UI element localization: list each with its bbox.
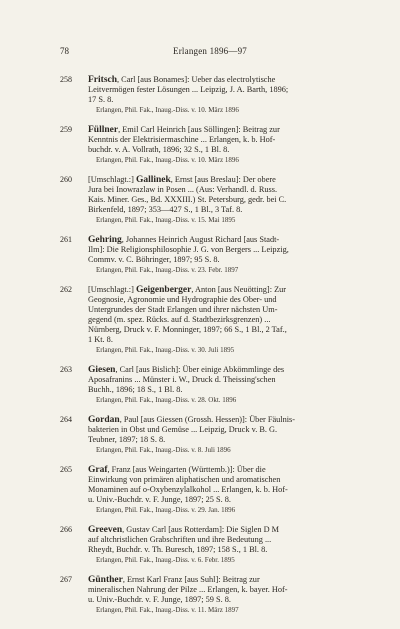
citation-line: 17 S. 8. xyxy=(88,95,114,104)
entry-number: 262 xyxy=(60,285,72,294)
citation-line: Kais. Miner. Ges., Bd. XXXIII.) St. Petersburg, gedr. bei C. xyxy=(88,195,287,204)
citation-line: Jura bei Inowrazlaw in Posen ... (Aus: Verhandl. d. Russ. xyxy=(88,185,278,194)
citation-line: Gehring, Johannes Heinrich August Richard [aus Stadt- xyxy=(88,235,280,245)
entry-number: 265 xyxy=(60,465,72,474)
dissertation-note: Erlangen, Phil. Fak., Inaug.-Diss. v. 28. Okt. 1896 xyxy=(96,396,237,404)
dissertation-note: Erlangen, Phil. Fak., Inaug.-Diss. v. 10. März 1896 xyxy=(96,156,239,164)
citation-line: Monaminen auf o-Oxybenzylalkohol ... Erlangen, k. b. Hof- xyxy=(88,485,288,494)
citation-line: Einwirkung von primären aliphatischen und aromatischen xyxy=(88,475,281,484)
bibliography-entry xyxy=(60,75,360,115)
citation-line: gegend (m. spez. Rücks. auf d. Stadtbezirksgrenzen) ... xyxy=(88,315,271,324)
citation-line: buchdr. v. A. Vollrath, 1896; 32 S., 1 Bl. 8. xyxy=(88,145,230,154)
citation-line: Rheydt, Buchdr. v. Th. Buresch, 1897; 158 S., 1 Bl. 8. xyxy=(88,545,268,554)
dissertation-note: Erlangen, Phil. Fak., Inaug.-Diss. v. 8. Juli 1896 xyxy=(96,446,231,454)
bibliography-list xyxy=(60,75,360,625)
citation-line: Birkenfeld, 1897; 353—427 S., 1 Bl., 3 Taf. 8. xyxy=(88,205,243,214)
dissertation-note: Erlangen, Phil. Fak., Inaug.-Diss. v. 10. März 1896 xyxy=(96,106,239,114)
entry-number: 263 xyxy=(60,365,72,374)
dissertation-note: Erlangen, Phil. Fak., Inaug.-Diss. v. 30. Juli 1895 xyxy=(96,346,235,354)
dissertation-note: Erlangen, Phil. Fak., Inaug.-Diss. v. 23. Febr. 1897 xyxy=(96,266,239,274)
bibliography-entry xyxy=(60,465,360,515)
citation-line: Geognosie, Agronomie und Hydrographie des Ober- und xyxy=(88,295,277,304)
entry-number: 264 xyxy=(60,415,72,424)
bibliography-entry xyxy=(60,235,360,275)
entry-citation xyxy=(88,525,360,555)
citation-line: 1 Kt. 8. xyxy=(88,335,113,344)
entry-number: 261 xyxy=(60,235,72,244)
citation-line: u. Univ.-Buchdr. v. F. Junge, 1897; 59 S. 8. xyxy=(88,595,231,604)
citation-line: u. Univ.-Buchdr. v. F. Junge, 1897; 25 S. 8. xyxy=(88,495,231,504)
citation-line: Commv. v. C. Böhringer, 1897; 95 S. 8. xyxy=(88,255,220,264)
entry-citation xyxy=(88,415,360,445)
entry-citation xyxy=(88,285,360,345)
citation-line: Buchh., 1896; 18 S., 1 Bl. 8. xyxy=(88,385,183,394)
citation-line: Untergrundes der Stadt Erlangen und ihrer nächsten Um- xyxy=(88,305,278,314)
entry-citation xyxy=(88,175,360,215)
bibliography-entry xyxy=(60,175,360,225)
citation-line: [Umschlagt.:] Gallinek, Ernst [aus Breslau]: Der obere xyxy=(88,175,276,185)
page-header xyxy=(60,46,360,58)
citation-line: [Umschlagt.:] Geigenberger, Anton [aus Neuötting]: Zur xyxy=(88,285,287,295)
entry-citation xyxy=(88,465,360,505)
page-number: 78 xyxy=(60,46,69,56)
citation-line: Günther, Ernst Karl Franz [aus Suhl]: Beitrag zur xyxy=(88,575,260,585)
citation-line: Nürnberg, Druck v. F. Monninger, 1897; 66 S., 1 Bl., 2 Taf., xyxy=(88,325,287,334)
bibliography-entry xyxy=(60,575,360,615)
citation-line: Kenntnis der Elektrisiermaschine ... Erlangen, k. b. Hof- xyxy=(88,135,276,144)
citation-line: mineralischen Nahrung der Pilze ... Erlangen, k. bayer. Hof- xyxy=(88,585,288,594)
bibliography-entry xyxy=(60,125,360,165)
entry-citation xyxy=(88,575,360,605)
dissertation-note: Erlangen, Phil. Fak., Inaug.-Diss. v. 29. Jan. 1896 xyxy=(96,506,236,514)
bibliography-entry xyxy=(60,525,360,565)
citation-line: Giesen, Carl [aus Bislich]: Über einige Abkömmlinge des xyxy=(88,365,285,375)
running-title: Erlangen 1896—97 xyxy=(173,46,247,56)
dissertation-note: Erlangen, Phil. Fak., Inaug.-Diss. v. 11. März 1897 xyxy=(96,606,239,614)
citation-line: bakterien in Obst und Gemüse ... Leipzig, Druck v. B. G. xyxy=(88,425,278,434)
entry-citation xyxy=(88,125,360,155)
citation-line: Füllner, Emil Carl Heinrich [aus Söllingen]: Beitrag zur xyxy=(88,125,280,135)
entry-number: 267 xyxy=(60,575,72,584)
citation-line: auf altchristlichen Grabschriften und ihre Bedeutung ... xyxy=(88,535,272,544)
entry-number: 266 xyxy=(60,525,72,534)
bibliography-entry xyxy=(60,365,360,405)
dissertation-note: Erlangen, Phil. Fak., Inaug.-Diss. v. 15. Mai 1895 xyxy=(96,216,236,224)
entry-citation xyxy=(88,235,360,265)
citation-line: Gordan, Paul [aus Giessen (Grossh. Hessen)]: Über Fäulnis- xyxy=(88,415,296,425)
bibliography-entry xyxy=(60,415,360,455)
citation-line: Leitvermögen fester Lösungen ... Leipzig, J. A. Barth, 1896; xyxy=(88,85,289,94)
entry-citation xyxy=(88,365,360,395)
entry-citation xyxy=(88,75,360,105)
citation-line: Fritsch, Carl [aus Bonames]: Ueber das electrolytische xyxy=(88,75,276,85)
entry-number: 259 xyxy=(60,125,72,134)
entry-number: 260 xyxy=(60,175,72,184)
citation-line: Aposafranins ... Münster i. W., Druck d. Theissing'schen xyxy=(88,375,276,384)
citation-line: Graf, Franz [aus Weingarten (Württemb.)]: Über die xyxy=(88,465,266,475)
citation-line: Ilm]: Die Religionsphilosophie J. G. von Bergers ... Leipzig, xyxy=(88,245,289,254)
dissertation-note: Erlangen, Phil. Fak., Inaug.-Diss. v. 6. Febr. 1895 xyxy=(96,556,235,564)
citation-line: Greeven, Gustav Carl [aus Rotterdam]: Die Siglen D M xyxy=(88,525,280,535)
citation-line: Teubner, 1897; 18 S. 8. xyxy=(88,435,166,444)
entry-number: 258 xyxy=(60,75,72,84)
bibliography-entry xyxy=(60,285,360,355)
